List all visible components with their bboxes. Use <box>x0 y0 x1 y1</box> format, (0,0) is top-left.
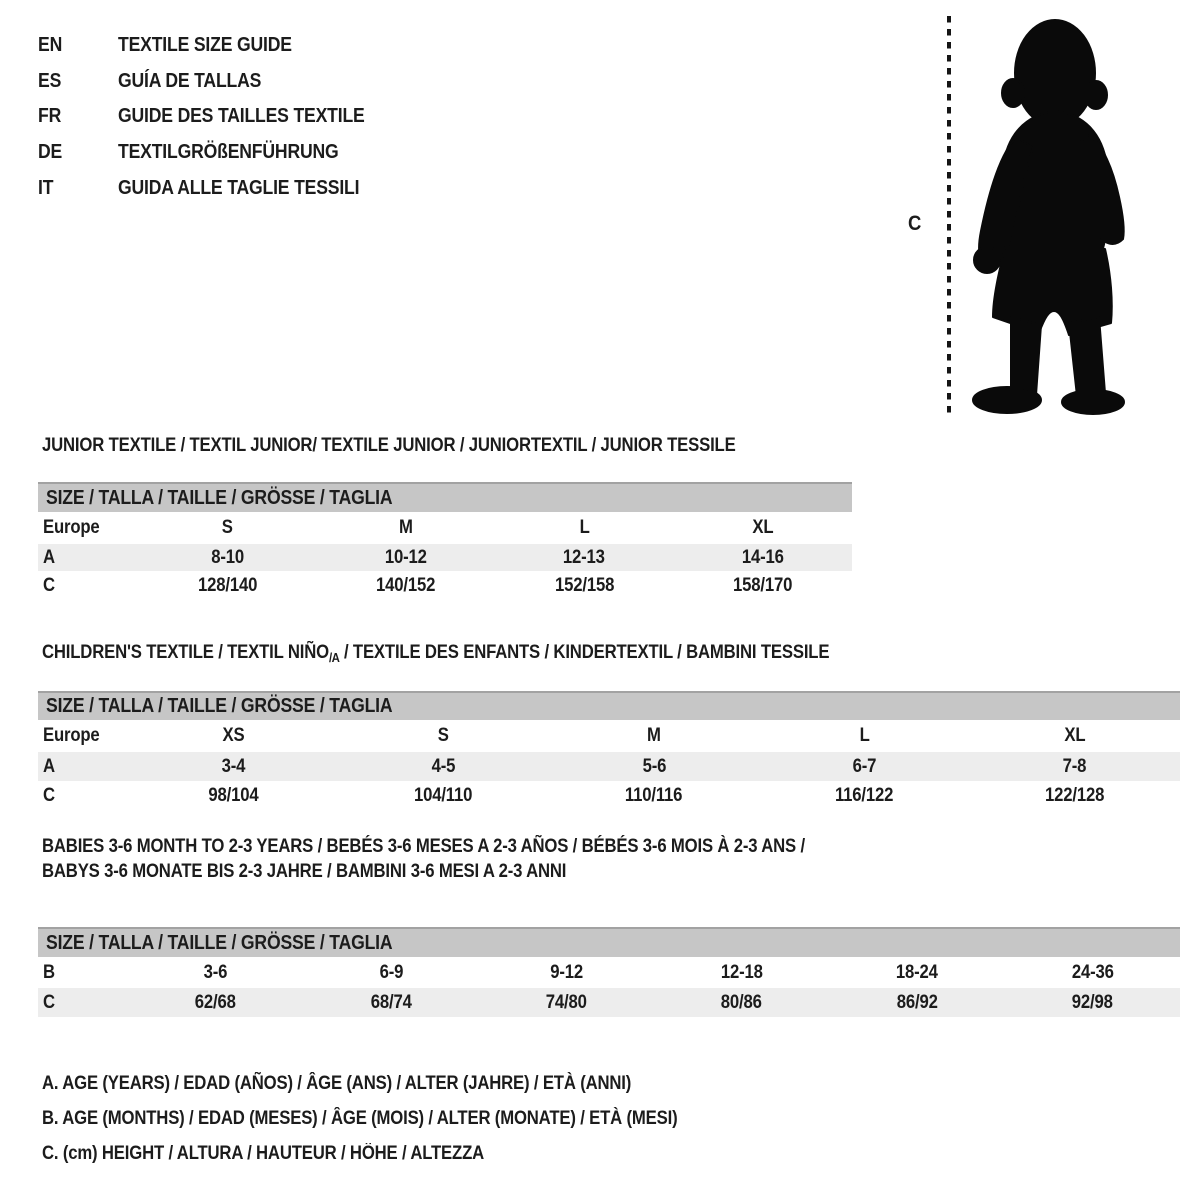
children-height-row <box>38 781 1180 811</box>
size-cell: L <box>859 725 870 746</box>
note-height-cm <box>42 1136 764 1171</box>
size-bar-label: SIZE / TALLA / TAILLE / GRÖSSE / TAGLIA <box>46 486 393 509</box>
babies-months-row <box>38 957 1180 988</box>
children-heading-pre: CHILDREN'S TEXTILE / TEXTIL NIÑO <box>42 642 329 663</box>
height-cell: 116/122 <box>835 785 894 806</box>
language-code: IT <box>38 176 54 199</box>
language-title: GUIDE DES TAILLES TEXTILE <box>118 105 365 128</box>
language-title: GUIDA ALLE TAGLIE TESSILI <box>118 176 360 199</box>
age-cell: 12-13 <box>563 546 606 568</box>
age-cell: 9-12 <box>549 961 583 983</box>
children-heading-text <box>42 641 829 671</box>
babies-size-table <box>38 927 1180 1017</box>
row-label-cell: A <box>43 546 55 568</box>
language-row-es <box>38 64 398 100</box>
junior-heading-text: JUNIOR TEXTILE / TEXTIL JUNIOR/ TEXTILE JUNIOR / JUNIORTEXTIL / JUNIOR TESSILE <box>42 435 736 456</box>
height-cell: 128/140 <box>197 575 257 596</box>
age-cell: 3-6 <box>203 961 228 983</box>
language-code: EN <box>38 34 63 57</box>
language-title-list <box>38 28 398 206</box>
size-cell: XS <box>222 725 245 746</box>
language-row-it <box>38 170 398 206</box>
size-cell: XL <box>1064 725 1086 746</box>
size-cell: S <box>438 725 450 746</box>
height-cell: 140/152 <box>376 575 436 596</box>
children-heading-sub: /A <box>328 650 340 665</box>
height-cell: 110/116 <box>625 785 683 806</box>
height-cell: 74/80 <box>545 991 587 1013</box>
height-cell: 80/86 <box>721 991 763 1013</box>
size-bar-label: SIZE / TALLA / TAILLE / GRÖSSE / TAGLIA <box>46 931 393 954</box>
height-cell: 68/74 <box>370 991 412 1013</box>
language-row-fr <box>38 99 398 135</box>
junior-size-table <box>38 482 852 601</box>
note-age-years <box>42 1066 764 1101</box>
junior-height-row <box>38 571 852 601</box>
age-cell: 24-36 <box>1071 961 1114 983</box>
babies-heading-line2: BABYS 3-6 MONATE BIS 2-3 JAHRE / BAMBINI 3-6 MESI A 2-3 ANNI <box>42 860 567 882</box>
children-header-row <box>38 720 1180 752</box>
babies-height-row <box>38 988 1180 1017</box>
language-title: TEXTILE SIZE GUIDE <box>118 34 292 57</box>
children-heading-post: / TEXTILE DES ENFANTS / KINDERTEXTIL / BAMBINI TESSILE <box>339 642 830 663</box>
age-cell: 7-8 <box>1062 755 1087 777</box>
height-cell: 122/128 <box>1045 785 1105 806</box>
size-cell: M <box>398 517 413 538</box>
height-cell: 92/98 <box>1071 991 1113 1013</box>
note-age-months <box>42 1101 764 1136</box>
junior-section-heading <box>42 434 830 459</box>
toddler-silhouette-icon <box>963 15 1139 417</box>
age-cell: 10-12 <box>384 546 427 568</box>
language-code: ES <box>38 69 62 92</box>
language-code: FR <box>38 105 62 128</box>
junior-size-header-bar <box>38 482 852 512</box>
row-label-cell: C <box>43 785 55 806</box>
babies-section-heading <box>42 835 909 884</box>
note-c-text: C. (cm) HEIGHT / ALTURA / HAUTEUR / HÖHE / ALTEZZA <box>42 1142 485 1164</box>
size-cell: M <box>647 725 661 746</box>
height-cell: 62/68 <box>195 991 237 1013</box>
note-a-text: A. AGE (YEARS) / EDAD (AÑOS) / ÂGE (ANS) / ALTER (JAHRE) / ETÀ (ANNI) <box>42 1072 632 1094</box>
height-cell: 98/104 <box>208 785 259 806</box>
language-row-en <box>38 28 398 64</box>
babies-heading-line1: BABIES 3-6 MONTH TO 2-3 YEARS / BEBÉS 3-6 MESES A 2-3 AÑOS / BÉBÉS 3-6 MOIS À 2-3 ANS / <box>42 836 805 857</box>
language-title: GUÍA DE TALLAS <box>118 69 262 92</box>
age-cell: 14-16 <box>741 546 784 568</box>
children-age-row <box>38 752 1180 781</box>
children-size-header-bar <box>38 691 1180 720</box>
size-cell: L <box>579 517 590 538</box>
age-cell: 12-18 <box>720 961 763 983</box>
height-cell: 158/170 <box>733 575 793 596</box>
language-code: DE <box>38 141 63 164</box>
height-dashed-line <box>947 16 951 418</box>
row-label-cell: A <box>43 755 55 777</box>
age-cell: 5-6 <box>642 755 666 777</box>
junior-age-row <box>38 544 852 571</box>
language-row-de <box>38 135 398 171</box>
size-cell: S <box>221 517 233 538</box>
height-cell: 152/158 <box>554 575 614 596</box>
height-cell: 104/110 <box>414 785 473 806</box>
children-size-table <box>38 691 1180 811</box>
row-label-cell: Europe <box>43 517 100 538</box>
height-measure-label: C <box>908 212 922 235</box>
row-label-cell: C <box>43 991 55 1013</box>
age-cell: 6-7 <box>852 755 877 777</box>
legend-notes <box>42 1066 764 1171</box>
row-label-cell: C <box>43 575 55 596</box>
age-cell: 3-4 <box>221 755 246 777</box>
size-bar-label: SIZE / TALLA / TAILLE / GRÖSSE / TAGLIA <box>46 695 393 717</box>
children-section-heading <box>42 641 937 671</box>
junior-header-row <box>38 512 852 544</box>
babies-size-header-bar <box>38 927 1180 957</box>
size-cell: XL <box>752 517 774 538</box>
age-cell: 6-9 <box>379 961 403 983</box>
note-b-text: B. AGE (MONTHS) / EDAD (MESES) / ÂGE (MOIS) / ALTER (MONATE) / ETÀ (MESI) <box>42 1107 678 1129</box>
age-cell: 4-5 <box>431 755 456 777</box>
age-cell: 18-24 <box>896 961 938 983</box>
age-cell: 8-10 <box>210 546 244 568</box>
row-label-cell: B <box>43 961 55 983</box>
language-title: TEXTILGRÖßENFÜHRUNG <box>118 141 339 164</box>
row-label-cell: Europe <box>43 725 100 746</box>
height-cell: 86/92 <box>896 991 938 1013</box>
